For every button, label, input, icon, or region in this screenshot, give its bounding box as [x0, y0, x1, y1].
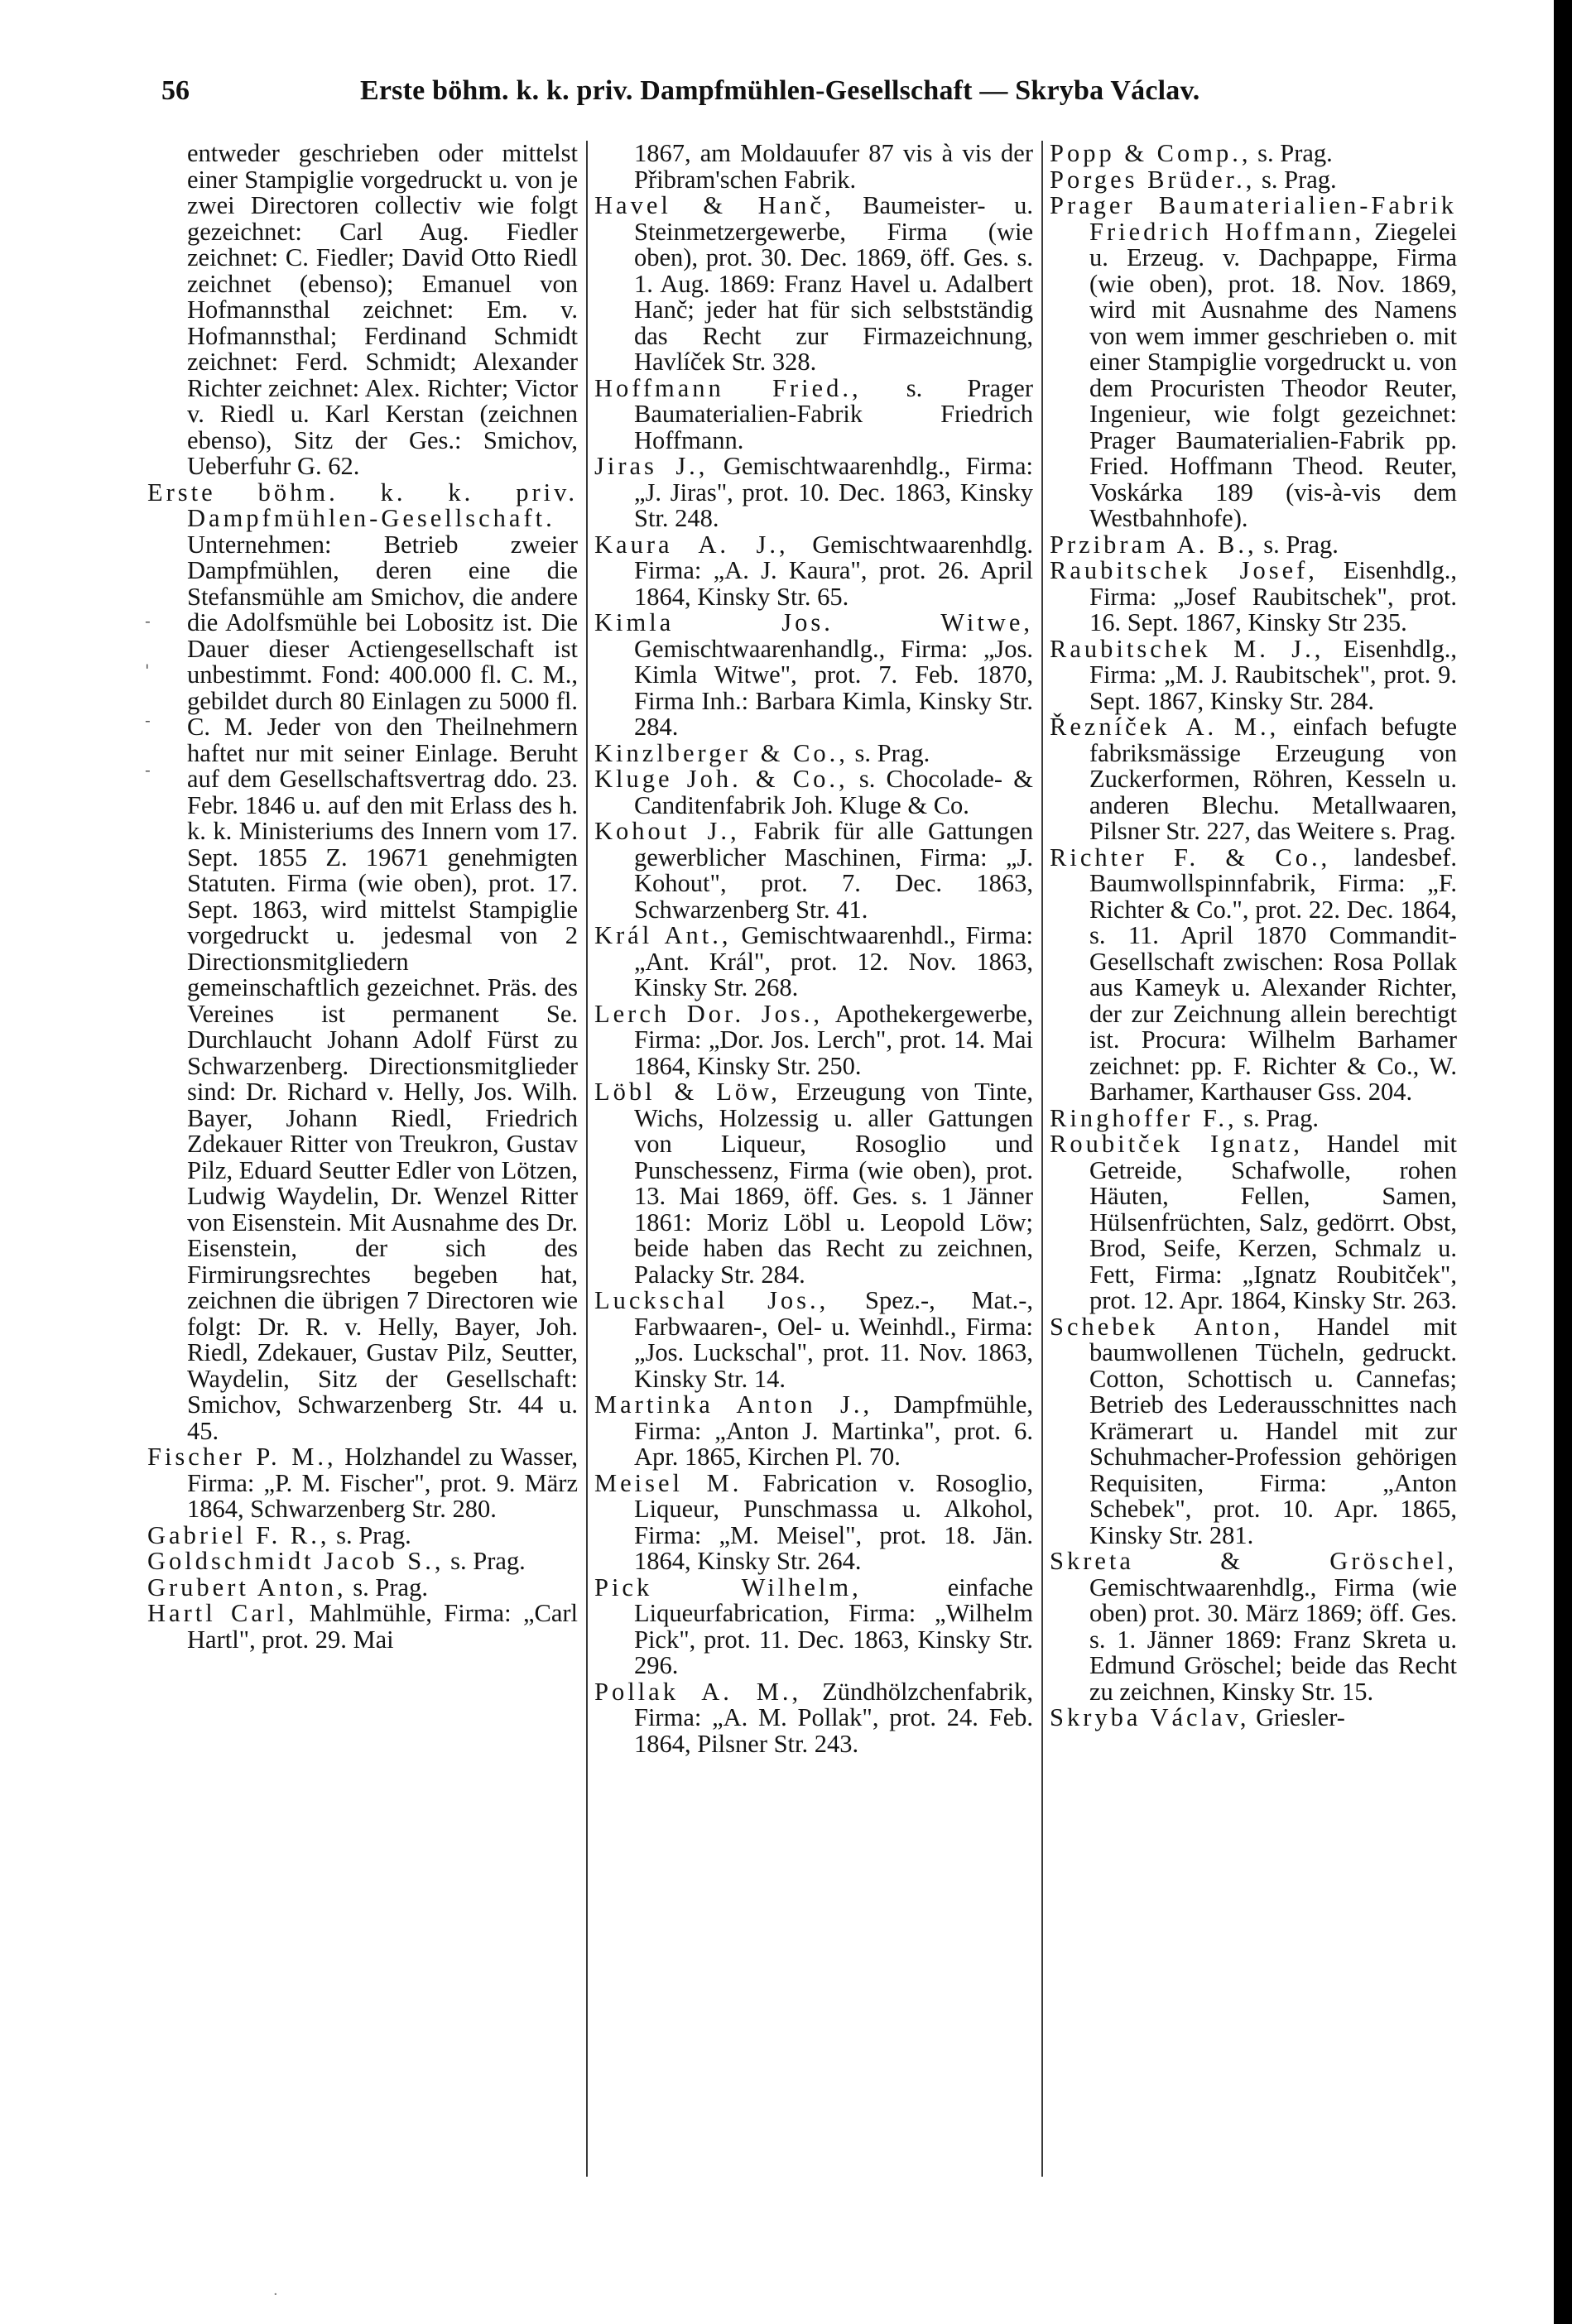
continued-entry-text: 1867, am Moldauufer 87 vis à vis der Přibram'schen Fabrik.	[634, 139, 1033, 194]
running-header	[161, 66, 1296, 116]
directory-entry	[594, 766, 1033, 819]
entry-text: Eisenhdlg., Firma: „M. J. Raubitschek", prot. 9. Sept. 1867, Kinsky Str. 284.	[1089, 634, 1457, 715]
entry-text: Holzhandel zu Wasser, Firma: „P. M. Fischer", prot. 9. März 1864, Schwarzenberg Str. 280.	[187, 1443, 578, 1523]
entry-name: Martinka Anton J.,	[594, 1390, 873, 1419]
entry-name: Raubitschek Josef,	[1050, 556, 1318, 584]
entry-text: Fabrication v. Rosoglio, Liqueur, Punschmassa u. Alkohol, Firma: „M. Meisel", prot. 18. Jän. 1864, Kinsky Str. 264.	[634, 1468, 1033, 1575]
entry-text: einfache Liqueurfabrication, Firma: „Wilhelm Pick", prot. 11. Dec. 1863, Kinsky Str. 296.	[634, 1573, 1034, 1679]
directory-entry	[1050, 141, 1457, 167]
directory-entry	[147, 1575, 578, 1601]
entry-text: s. Prager Baumaterialien-Fabrik Friedrich Hoffmann.	[634, 373, 1033, 454]
column-left	[147, 141, 578, 1653]
entry-text: landesbef. Baumwollspinnfabrik, Firma: „F. Richter & Co.", prot. 22. Dec. 1864, s. 11. April 1870 Commandit-Gesellschaft zwischen: Rosa Pollak aus Kameyk u. Alexander Richter, der zur Zeichnung allein berechtigt ist. Procura: Wilhelm Barhamer zeichnet: pp. F. Richter & Co., W. Barhamer, Karthauser Gss. 204.	[1089, 843, 1457, 1106]
directory-entry	[594, 738, 1033, 767]
entry-name: Löbl & Löw,	[594, 1078, 781, 1106]
column-middle	[594, 141, 1033, 1757]
directory-entry	[1050, 1705, 1457, 1731]
entry-name: Ringhoffer F.,	[1050, 1103, 1238, 1132]
entry-name: Gabriel F. R.,	[147, 1520, 330, 1549]
directory-entry	[594, 193, 1033, 376]
directory-entry	[1050, 1314, 1457, 1549]
entry-name: Hoffmann Fried.,	[594, 373, 862, 402]
page-title: Erste böhm. k. k. priv. Dampfmühlen-Gesellschaft — Skryba Václav.	[360, 75, 1200, 106]
directory-entry	[147, 1520, 578, 1549]
entry-name: Meisel M.	[594, 1468, 743, 1497]
directory-entry	[1050, 1131, 1457, 1314]
column-divider-1	[586, 141, 588, 2177]
directory-entry	[1050, 1549, 1457, 1705]
entry-name: Fischer P. M.,	[147, 1443, 337, 1471]
entry-text: Gemischtwaarenhandlg., Firma: „Jos. Kimla Witwe", prot. 7. Feb. 1870, Firma Inh.: Barbara Kimla, Kinsky Str. 284.	[634, 634, 1033, 741]
entry-name: Goldschmidt Jacob S.,	[147, 1547, 445, 1575]
entry-text: Baumeister- u. Steinmetzergewerbe, Firma (wie oben), prot. 30. Dec. 1869, öff. Ges. s. 1. Aug. 1869: Franz Havel u. Adalbert Hanč; jeder hat für sich selbstständig das Recht zur Firmazeichnung, Havlíček Str. 328.	[634, 191, 1034, 376]
entry-name: Raubitschek M. J.,	[1050, 634, 1324, 663]
directory-entry	[147, 480, 578, 1445]
directory-entry	[1050, 636, 1457, 715]
entry-name: Richter F. & Co.,	[1050, 843, 1331, 872]
directory-entry	[594, 1392, 1033, 1471]
entry-text: Dampfmühle, Firma: „Anton J. Martinka", prot. 6. Apr. 1865, Kirchen Pl. 70.	[634, 1390, 1033, 1471]
entry-name: Havel & Hanč,	[594, 191, 834, 219]
entry-text: Gemischtwaarenhdl., Firma: „Ant. Král", prot. 12. Nov. 1863, Kinsky Str. 268.	[634, 921, 1033, 1001]
entry-text: s. Prag.	[444, 1547, 526, 1575]
directory-entry	[1050, 532, 1457, 559]
directory-entry	[1050, 167, 1457, 194]
entry-text: Unternehmen: Betrieb zweier Dampfmühlen, deren eine die Stefansmühle am Smichov, die andere die Adolfsmühle bei Lobositz ist. Die Dauer dieser Actiengesellschaft ist unbestimmt. Fond: 400.000 fl. C. M., gebildet durch 80 Einlagen zu 5000 fl. C. M. Jeder von den Theilnehmern haftet nur mit seiner Einlage. Beruht auf dem Gesellschaftsvertrag ddo. 23. Febr. 1846 u. auf den mit Erlass des h. k. k. Ministeriums des Innern vom 17. Sept. 1855 Z. 19671 genehmigten Statuten. Firma (wie oben), prot. 17. Sept. 1863, wird mittelst Stampiglie vorgedruckt u. jedesmal von 2 Directionsmitgliedern gemeinschaftlich gezeichnet. Präs. des Vereines ist permanent Se. Durchlaucht Johann Adolf Fürst zu Schwarzenberg. Directionsmitglieder sind: Dr. Richard v. Helly, Jos. Wilh. Bayer, Johann Riedl, Friedrich Zdekauer Ritter von Treukron, Gustav Pilz, Eduard Seutter Edler von Lötzen, Ludwig Waydelin, Dr. Wenzel Ritter von Eisenstein. Mit Ausnahme des Dr. Eisenstein, der sich des Firmirungsrechtes begeben hat, zeichnen die übrigen 7 Directoren wie folgt: Dr. R. v. Helly, Bayer, Joh. Riedl, Zdekauer, Gustav Pilz, Seutter, Waydelin, Sitz der Gesellschaft: Smichov, Schwarzenberg Str. 44 u. 45.	[187, 530, 578, 1445]
directory-entry	[147, 1444, 578, 1523]
entry-text: s. Prag.	[1237, 1103, 1319, 1132]
entry-text: s. Prag.	[346, 1573, 428, 1601]
entry-text: Apothekergewerbe, Firma: „Dor. Jos. Lerch", prot. 14. Mai 1864, Kinsky Str. 250.	[634, 999, 1034, 1080]
directory-entry	[1050, 193, 1457, 532]
directory-entry	[1050, 1103, 1457, 1132]
entry-name: Hartl Carl,	[147, 1599, 298, 1627]
continued-entry-text: entweder geschrieben oder mittelst einer Stampiglie vorgedruckt u. von je zwei Directoren collectiv wie folgt gezeichnet: Carl Aug. Fiedler zeichnet: C. Fiedler; David Otto Riedl zeichnet (ebenso); Emanuel von Hofmannsthal zeichnet: Em. v. Hofmannsthal; Ferdinand Schmidt zeichnet: Ferd. Schmidt; Alexander Richter zeichnet: Alex. Richter; Victor v. Riedl u. Karl Kerstan (zeichnen ebenso), Sitz der Ges.: Smichov, Ueberfuhr G. 62.	[187, 139, 578, 480]
entry-text: Mahlmühle, Firma: „Carl Hartl", prot. 29. Mai	[187, 1599, 578, 1654]
column-right	[1050, 141, 1457, 1731]
entry-name: Pollak A. M.,	[594, 1677, 802, 1706]
entry-name: Przibram A. B.,	[1050, 530, 1257, 559]
entry-name: Roubitček Ignatz,	[1050, 1130, 1303, 1158]
directory-entry	[594, 1288, 1033, 1392]
entry-name: Luckschal Jos.,	[594, 1286, 829, 1314]
column-divider-2	[1041, 141, 1043, 2177]
entry-text: Gemischtwaarenhdlg., Firma (wie oben) prot. 30. März 1869; öff. Ges. s. 1. Jänner 1869: Franz Skreta u. Edmund Gröschel; beide das Recht zu zeichnen, Kinsky Str. 15.	[1089, 1573, 1457, 1706]
entry-text: Gemischtwaarenhdlg. Firma: „A. J. Kaura", prot. 26. April 1864, Kinsky Str. 65.	[634, 530, 1033, 611]
entry-text: Erzeugung von Tinte, Wichs, Holzessig u. aller Gattungen von Liqueur, Rosoglio und Punschessenz, Firma (wie oben), prot. 13. Mai 1869, öff. Ges. s. 1 Jänner 1861: Moriz Löbl u. Leopold Löw; beide haben das Recht zu zeichnen, Palacky Str. 284.	[634, 1078, 1033, 1289]
directory-entry	[594, 1079, 1033, 1288]
directory-entry	[147, 1549, 578, 1575]
scan-edge	[1554, 0, 1572, 2324]
entry-name: Lerch Dor. Jos.,	[594, 999, 823, 1028]
entry-text: s. Prag.	[848, 738, 930, 767]
entry-text: Handel mit baumwollenen Tücheln, gedruckt. Cotton, Schottisch u. Cannefas; Betrieb des Lederausschnittes nach Krämerart u. Handel mit zur Schuhmacher-Profession gehörigen Requisiten, Firma: „Anton Schebek", prot. 10. Apr. 1865, Kinsky Str. 281.	[1089, 1312, 1457, 1549]
entry-text: s. Chocolade- & Canditenfabrik Joh. Kluge & Co.	[634, 765, 1033, 819]
entry-name: Kimla Jos. Witwe,	[594, 608, 1033, 636]
directory-entry	[1050, 714, 1457, 845]
entry-text: Griesler-	[1249, 1703, 1345, 1731]
entry-name: Řezníček A. M.,	[1050, 713, 1280, 741]
entry-name: Erste böhm. k. k. priv. Dampfmühlen-Gesellschaft.	[147, 478, 578, 532]
entry-text: s. Prag.	[329, 1520, 411, 1549]
entry-name: Porges Brüder.,	[1050, 165, 1256, 194]
directory-entry	[594, 1679, 1033, 1758]
entry-name: Jiras J.,	[594, 452, 709, 480]
entry-name: Skreta & Gröschel,	[1050, 1547, 1457, 1575]
page-number: 56	[161, 75, 190, 106]
directory-entry	[147, 1601, 578, 1653]
entry-text: s. Prag.	[1251, 139, 1333, 167]
entry-text: Fabrik für alle Gattungen gewerblicher Maschinen, Firma: „J. Kohout", prot. 7. Dec. 1863, Schwarzenberg Str. 41.	[634, 817, 1034, 924]
entry-text: einfach befugte fabriksmässige Erzeugung von Zuckerformen, Röhren, Kesseln u. anderen Blechu. Metallwaaren, Pilsner Str. 227, das Weitere s. Prag.	[1089, 713, 1457, 845]
entry-text: s. Prag.	[1255, 165, 1337, 194]
directory-entry	[1050, 558, 1457, 636]
entry-name: Kohout J.,	[594, 817, 740, 845]
entry-name: Kluge Joh. & Co.,	[594, 765, 848, 793]
directory-entry	[594, 1001, 1033, 1080]
entry-name: Kinzlberger & Co.,	[594, 738, 848, 767]
entry-name: Pick Wilhelm,	[594, 1573, 862, 1601]
entry-text: Zündhölzchenfabrik, Firma: „A. M. Pollak", prot. 24. Feb. 1864, Pilsner Str. 243.	[634, 1677, 1033, 1758]
directory-entry	[594, 454, 1033, 532]
directory-entry	[594, 1468, 1033, 1575]
entry-text: Handel mit Getreide, Schafwolle, rohen Häuten, Fellen, Samen, Hülsenfrüchten, Salz, gedörrt. Obst, Brod, Seife, Kerzen, Schmalz u. Fett, Firma: „Ignatz Roubitček", prot. 12. Apr. 1864, Kinsky Str. 263.	[1089, 1130, 1458, 1314]
entry-text: Ziegelei u. Erzeug. v. Dachpappe, Firma (wie oben), prot. 18. Nov. 1869, wird mit Ausnahme des Namens von wem immer geschrieben o. mit einer Stampiglie vorgedruckt u. von dem Procuristen Theodor Reuter, Ingenieur, wie folgt gezeichnet: Prager Baumaterialien-Fabrik pp. Fried. Hoffmann Theod. Reuter, Voskárka 189 (vis-à-vis dem Westbahnhofe).	[1089, 217, 1457, 532]
entry-name: Kaura A. J.,	[594, 530, 789, 559]
entry-text: s. Prag.	[1257, 530, 1339, 559]
entry-name: Prager Baumaterialien-Fabrik Friedrich Hoffmann,	[1050, 191, 1457, 246]
entry-name: Grubert Anton,	[147, 1573, 347, 1601]
directory-entry	[594, 610, 1033, 741]
margin-marks: - ' - -	[145, 611, 151, 780]
entry-text: Gemischtwaarenhdlg., Firma: „J. Jiras", prot. 10. Dec. 1863, Kinsky Str. 248.	[634, 452, 1033, 532]
entry-text: Eisenhdlg., Firma: „Josef Raubitschek", prot. 16. Sept. 1867, Kinsky Str 235.	[1089, 556, 1457, 636]
directory-entry	[594, 532, 1033, 611]
entry-name: Skryba Václav,	[1050, 1703, 1250, 1731]
directory-entry	[594, 373, 1033, 454]
directory-entry	[594, 819, 1033, 923]
print-speck: ·	[273, 2286, 278, 2303]
directory-entry	[1050, 845, 1457, 1106]
entry-name: Král Ant.,	[594, 921, 732, 949]
directory-entry	[594, 923, 1033, 1001]
entry-name: Schebek Anton,	[1050, 1312, 1284, 1341]
entry-text: Spez.-, Mat.-, Farbwaaren-, Oel- u. Weinhdl., Firma: „Jos. Luckschal", prot. 11. Nov. 1863, Kinsky Str. 14.	[634, 1286, 1034, 1393]
entry-name: Popp & Comp.,	[1050, 139, 1252, 167]
directory-entry	[594, 1575, 1033, 1679]
